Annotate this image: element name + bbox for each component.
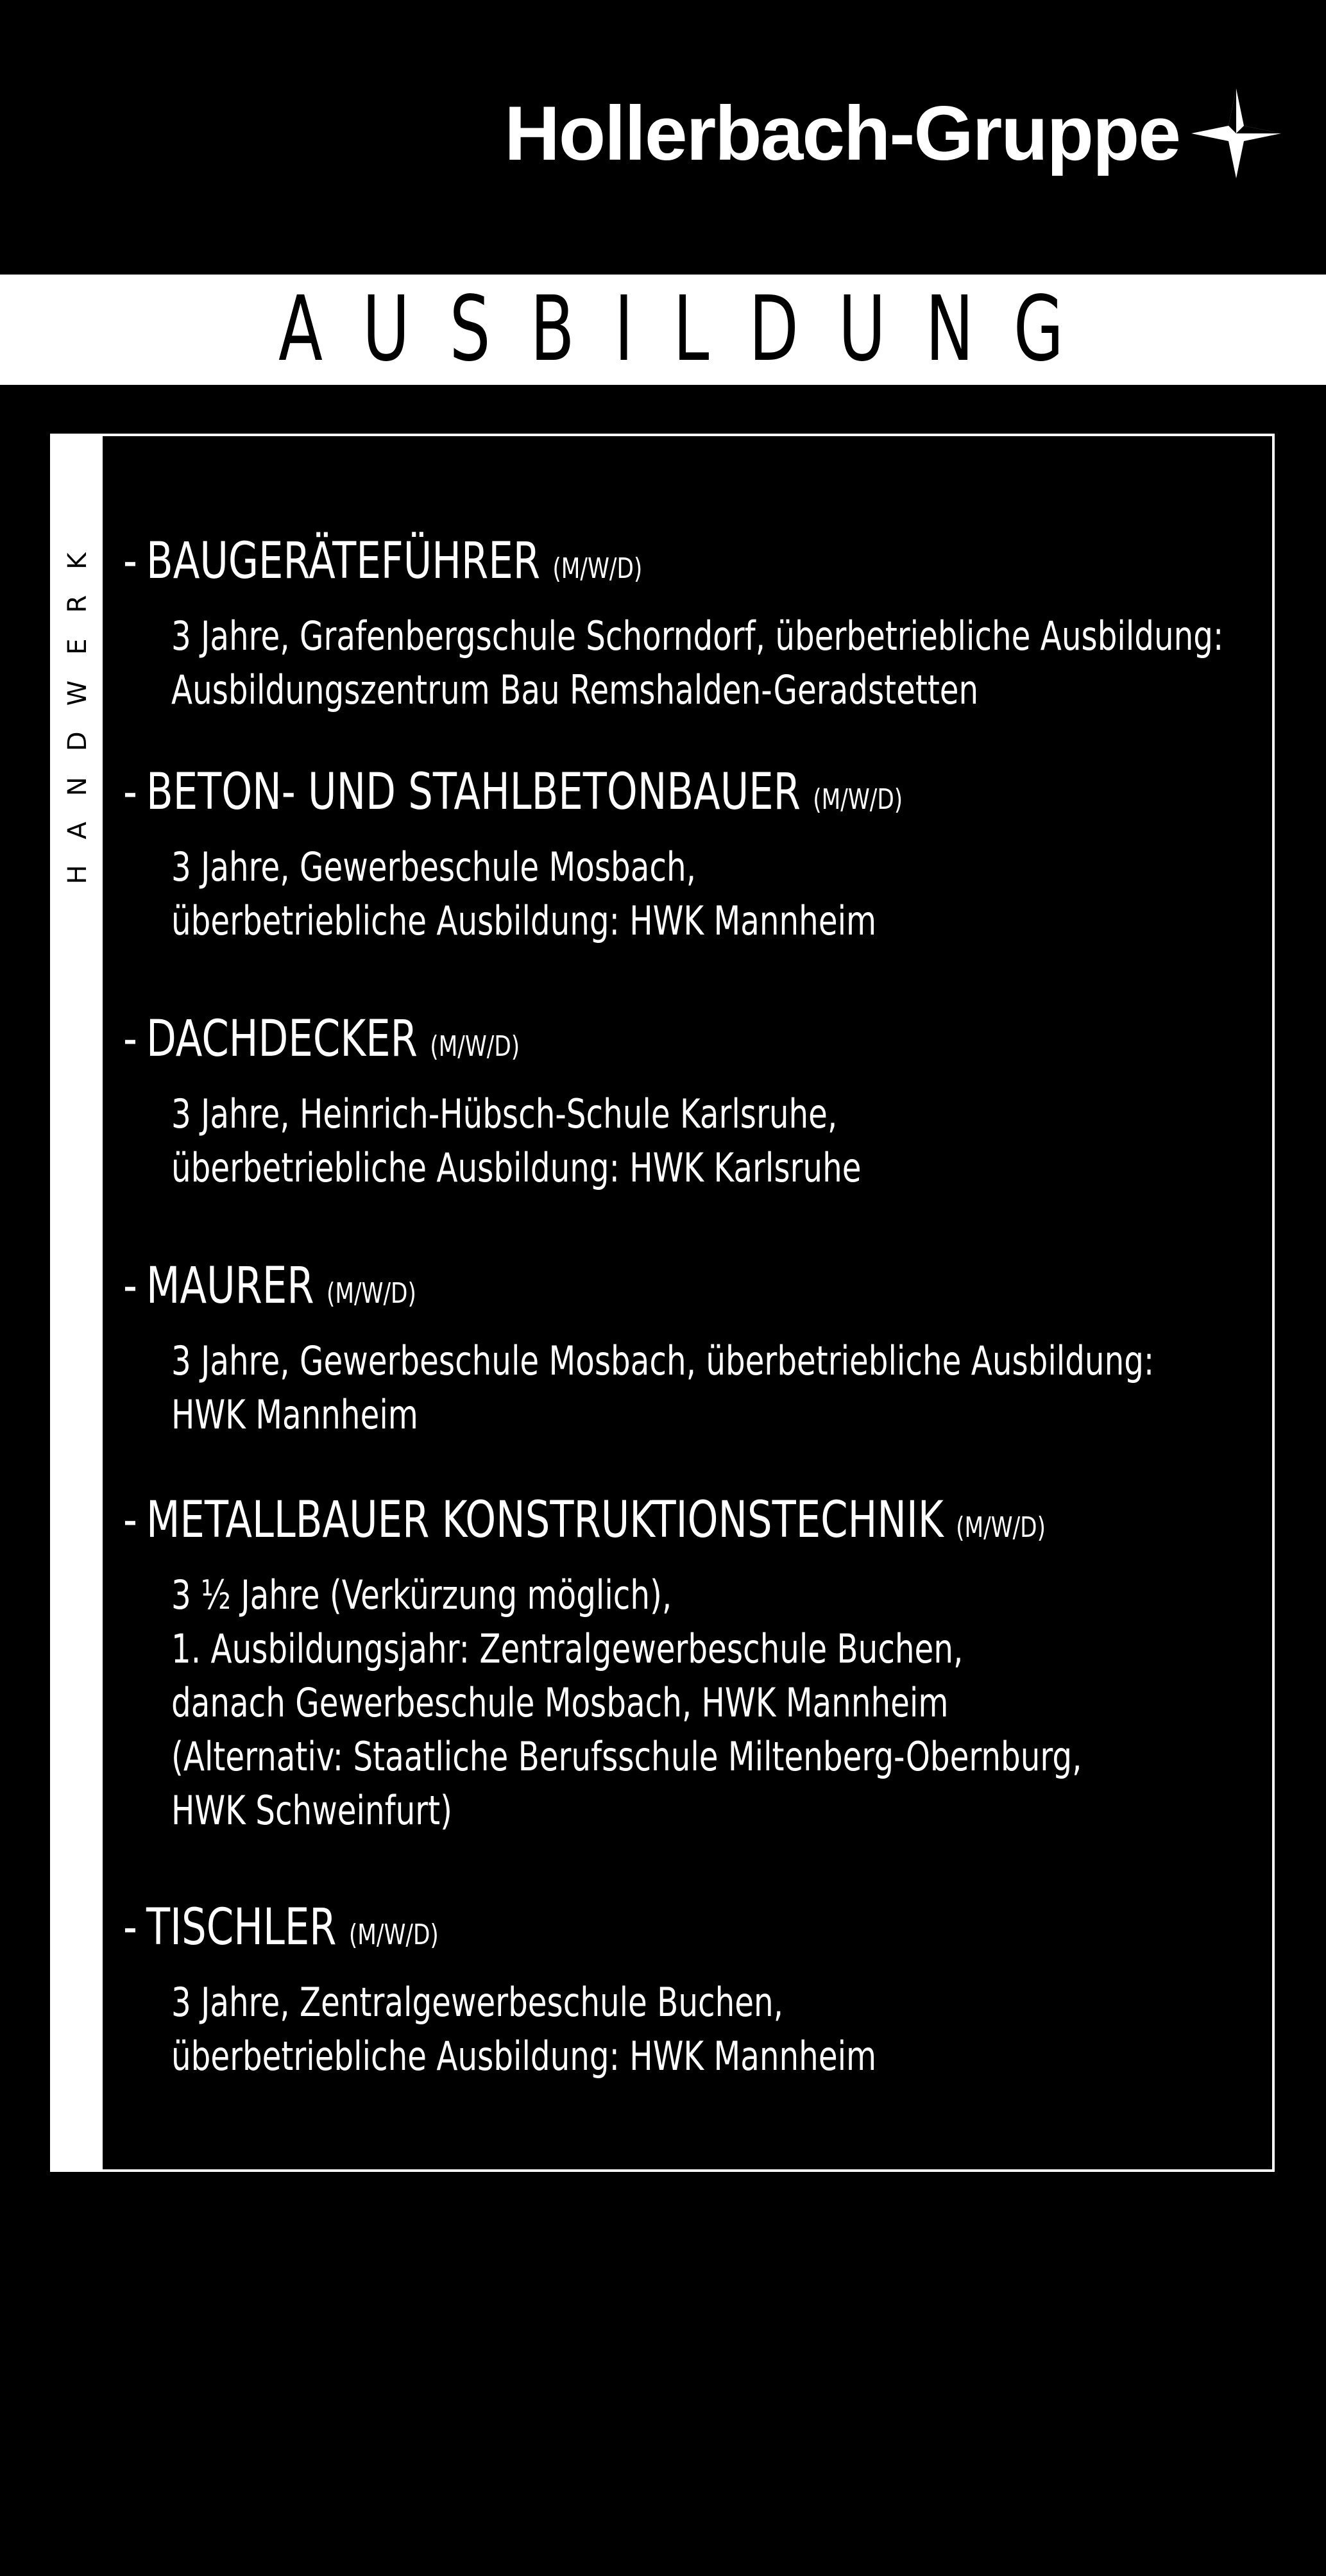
list-item bbox=[123, 763, 1234, 948]
side-label: HANDWERK bbox=[63, 527, 92, 885]
banner-title: AUSBILDUNG bbox=[278, 277, 1103, 382]
brand-logo bbox=[504, 89, 1281, 178]
four-point-star-icon bbox=[1191, 89, 1281, 178]
item-title: - BAUGERÄTEFÜHRER (M/W/D) bbox=[123, 532, 643, 590]
training-panel bbox=[50, 434, 1275, 2172]
list-item bbox=[123, 1899, 1234, 2083]
item-description: 3 Jahre, Zentralgewerbeschule Buchen, überbetriebliche Ausbildung: HWK Mannheim bbox=[171, 1979, 877, 2080]
item-description: 3 Jahre, Heinrich-Hübsch-Schule Karlsruhe, überbetriebliche Ausbildung: HWK Karlsruhe bbox=[171, 1090, 862, 1191]
list-item bbox=[123, 1010, 1234, 1195]
item-description: 3 ½ Jahre (Verkürzung möglich), 1. Ausbildungsjahr: Zentralgewerbeschule Buchen, danach Gewerbeschule Mosbach, HWK Mannheim (Alternativ: Staatliche Berufsschule Miltenberg-Obernburg, HWK Schweinfurt) bbox=[171, 1572, 1082, 1834]
item-title: - BETON- UND STAHLBETONBAUER (M/W/D) bbox=[123, 763, 903, 821]
side-tab bbox=[53, 436, 103, 2169]
item-description: 3 Jahre, Gewerbeschule Mosbach, überbetriebliche Ausbildung: HWK Mannheim bbox=[171, 843, 877, 944]
item-title: - MAURER (M/W/D) bbox=[123, 1257, 416, 1315]
title-banner bbox=[0, 275, 1326, 385]
list-item bbox=[123, 1257, 1234, 1442]
item-title: - DACHDECKER (M/W/D) bbox=[123, 1010, 520, 1068]
item-description: 3 Jahre, Gewerbeschule Mosbach, überbetriebliche Ausbildung: HWK Mannheim bbox=[171, 1337, 1155, 1438]
item-title: - METALLBAUER KONSTRUKTIONSTECHNIK (M/W/D) bbox=[123, 1491, 1046, 1549]
list-item bbox=[123, 532, 1234, 717]
brand-name: Hollerbach-Gruppe bbox=[504, 90, 1180, 176]
list-item bbox=[123, 1491, 1234, 1838]
item-title: - TISCHLER (M/W/D) bbox=[123, 1899, 439, 1956]
item-description: 3 Jahre, Grafenbergschule Schorndorf, überbetriebliche Ausbildung: Ausbildungszentrum Bau Remshalden-Geradstetten bbox=[171, 613, 1224, 713]
